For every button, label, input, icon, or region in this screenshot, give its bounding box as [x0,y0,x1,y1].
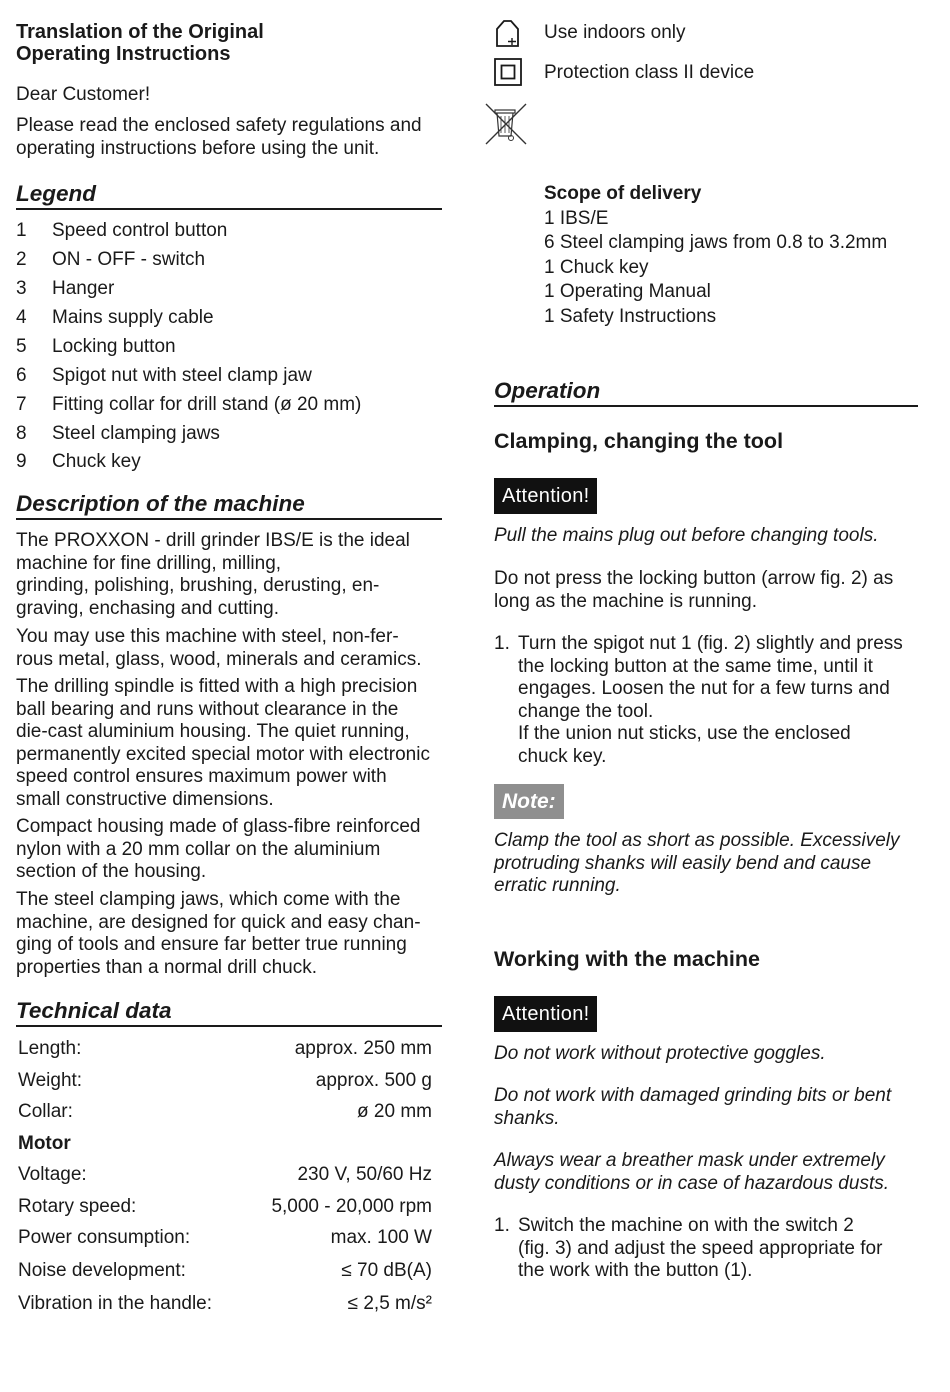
indoor-text: Use indoors only [544,22,686,43]
tech-value: max. 100 W [330,1227,432,1248]
legend-num: 7 [16,394,27,415]
step-number: 1. [494,633,510,654]
note-badge: Note: [494,784,564,819]
goggles-warning: Do not work without protective goggles. [494,1043,826,1064]
damaged-bits-warning [494,1085,891,1130]
text-line: long as the machine is running. [494,590,757,612]
text-line: ball bearing and runs without clearance in the [16,698,399,720]
tech-value: 230 V, 50/60 Hz [297,1164,432,1185]
tech-value: ≤ 70 dB(A) [341,1260,432,1281]
house-icon [494,18,524,48]
text-line: Switch the machine on with the switch 2 [518,1215,854,1236]
legend-label: Spigot nut with steel clamp jaw [52,365,312,386]
scope-item: 1 IBS/E [544,207,609,229]
legend-num: 5 [16,336,27,357]
text-line: permanently excited special motor with electronic [16,743,430,765]
crossed-bin-icon [482,100,530,148]
text-line: properties than a normal drill chuck. [16,956,317,978]
text-line: (fig. 3) and adjust the speed appropriate for [518,1237,883,1259]
title-line-1: Translation of the Original [16,21,264,43]
description-paragraph-2 [16,626,422,671]
legend-num: 2 [16,249,27,270]
intro-line: Please read the enclosed safety regulations and [16,115,422,136]
tech-label: Voltage: [18,1164,87,1185]
text-line: Always wear a breather mask under extremely [494,1150,885,1171]
technical-heading [16,997,442,1027]
scope-heading: Scope of delivery [544,183,702,204]
tech-label: Collar: [18,1101,73,1122]
legend-num: 6 [16,365,27,386]
tech-label: Weight: [18,1070,83,1091]
text-line: The steel clamping jaws, which come with the [16,889,401,910]
tech-value: ø 20 mm [357,1101,432,1122]
text-line: erratic running. [494,875,621,896]
description-heading-text: Description of the machine [16,491,305,516]
protection-text: Protection class II device [544,62,755,83]
scope-item: 1 Operating Manual [544,281,711,302]
tech-value: ≤ 2,5 m/s² [347,1293,432,1314]
text-line: Turn the spigot nut 1 (fig. 2) slightly and press [518,633,903,654]
text-line: small constructive dimensions. [16,788,274,810]
text-line: grinding, polishing, brushing, derusting, en- [16,575,380,596]
tech-label: Length: [18,1038,82,1059]
legend-num: 8 [16,423,27,444]
clamping-heading: Clamping, changing the tool [494,429,784,453]
text-line: Compact housing made of glass-fibre reinforced [16,816,421,837]
scope-item: 6 Steel clamping jaws from 0.8 to 3.2mm [544,232,888,253]
intro-paragraph [16,115,422,160]
legend-item [16,278,114,300]
legend-item [16,365,312,387]
tech-value: approx. 250 mm [294,1038,432,1059]
description-paragraph-4 [16,816,420,884]
step-number: 1. [494,1215,510,1236]
intro-line: operating instructions before using the unit. [16,137,380,159]
legend-label: Hanger [52,278,115,299]
double-square-icon [494,58,524,88]
legend-num: 1 [16,220,27,241]
document-title [16,21,264,65]
legend-item [16,336,176,358]
text-line: speed control ensures maximum power with [16,766,387,787]
description-paragraph-3 [16,676,430,811]
description-paragraph-1 [16,530,410,620]
scope-item: 1 Safety Instructions [544,305,717,327]
legend-num: 4 [16,307,27,328]
text-line: The PROXXON - drill grinder IBS/E is the ideal [16,530,410,551]
tech-label: Rotary speed: [18,1196,137,1217]
note-text [494,830,900,898]
tech-label: Power consumption: [18,1227,191,1248]
legend-heading [16,180,442,210]
legend-label: Fitting collar for drill stand (ø 20 mm) [52,394,362,415]
legend-label: Speed control button [52,220,228,241]
pull-plug-warning: Pull the mains plug out before changing tools. [494,525,879,546]
text-line: If the union nut sticks, use the enclosed [518,723,851,744]
operation-heading-text: Operation [494,378,601,403]
title-line-2: Operating Instructions [16,43,231,65]
text-line: The drilling spindle is fitted with a high precision [16,676,418,697]
attention-badge: Attention! [494,478,597,514]
greeting: Dear Customer! [16,84,151,105]
legend-label: Mains supply cable [52,307,214,328]
text-line: rous metal, glass, wood, minerals and ceramics. [16,648,422,670]
legend-heading-text: Legend [16,181,97,206]
motor-subheading: Motor [18,1133,71,1154]
text-line: chuck key. [518,745,607,767]
text-line: machine, are designed for quick and easy chan- [16,911,421,933]
legend-item [16,451,141,473]
technical-heading-text: Technical data [16,998,172,1023]
tech-label: Vibration in the handle: [18,1293,213,1314]
text-line: die-cast aluminium housing. The quiet running, [16,721,410,742]
text-line: graving, enchasing and cutting. [16,597,280,619]
text-line: the locking button at the same time, until it [518,655,873,677]
text-line: ging of tools and ensure far better true running [16,934,407,955]
text-line: shanks. [494,1107,560,1129]
legend-item [16,307,214,329]
legend-label: ON - OFF - switch [52,249,206,270]
breather-mask-warning [494,1150,889,1195]
text-line: the work with the button (1). [518,1260,753,1281]
legend-label: Locking button [52,336,176,357]
locking-button-warning [494,568,893,613]
text-line: machine for fine drilling, milling, [16,552,282,574]
description-heading [16,490,442,520]
text-line: Clamp the tool as short as possible. Excessively [494,830,900,851]
text-line: You may use this machine with steel, non-fer- [16,626,399,647]
legend-label: Steel clamping jaws [52,423,220,444]
scope-of-delivery [544,182,887,329]
legend-label: Chuck key [52,451,141,472]
legend-item [16,249,205,271]
legend-num: 9 [16,451,27,472]
text-line: dusty conditions or in case of hazardous dusts. [494,1172,890,1194]
legend-item [16,394,361,416]
tech-label: Noise development: [18,1260,186,1281]
text-line: Do not work with damaged grinding bits or bent [494,1085,892,1106]
text-line: engages. Loosen the nut for a few turns and [518,678,890,699]
text-line: nylon with a 20 mm collar on the aluminium [16,838,381,860]
description-paragraph-5 [16,889,421,979]
scope-item: 1 Chuck key [544,256,649,278]
text-line: Do not press the locking button (arrow fig. 2) as [494,568,894,589]
legend-item [16,220,227,242]
operation-heading [494,377,918,407]
tech-value: 5,000 - 20,000 rpm [271,1196,432,1217]
legend-num: 3 [16,278,27,299]
working-heading: Working with the machine [494,947,760,971]
legend-item [16,423,220,445]
step-text [518,633,922,768]
tech-value: approx. 500 g [315,1070,432,1091]
attention-badge-2: Attention! [494,996,597,1032]
text-line: protruding shanks will easily bend and cause [494,852,872,874]
text-line: change the tool. [518,700,654,722]
text-line: section of the housing. [16,861,207,882]
step-text [518,1215,922,1283]
